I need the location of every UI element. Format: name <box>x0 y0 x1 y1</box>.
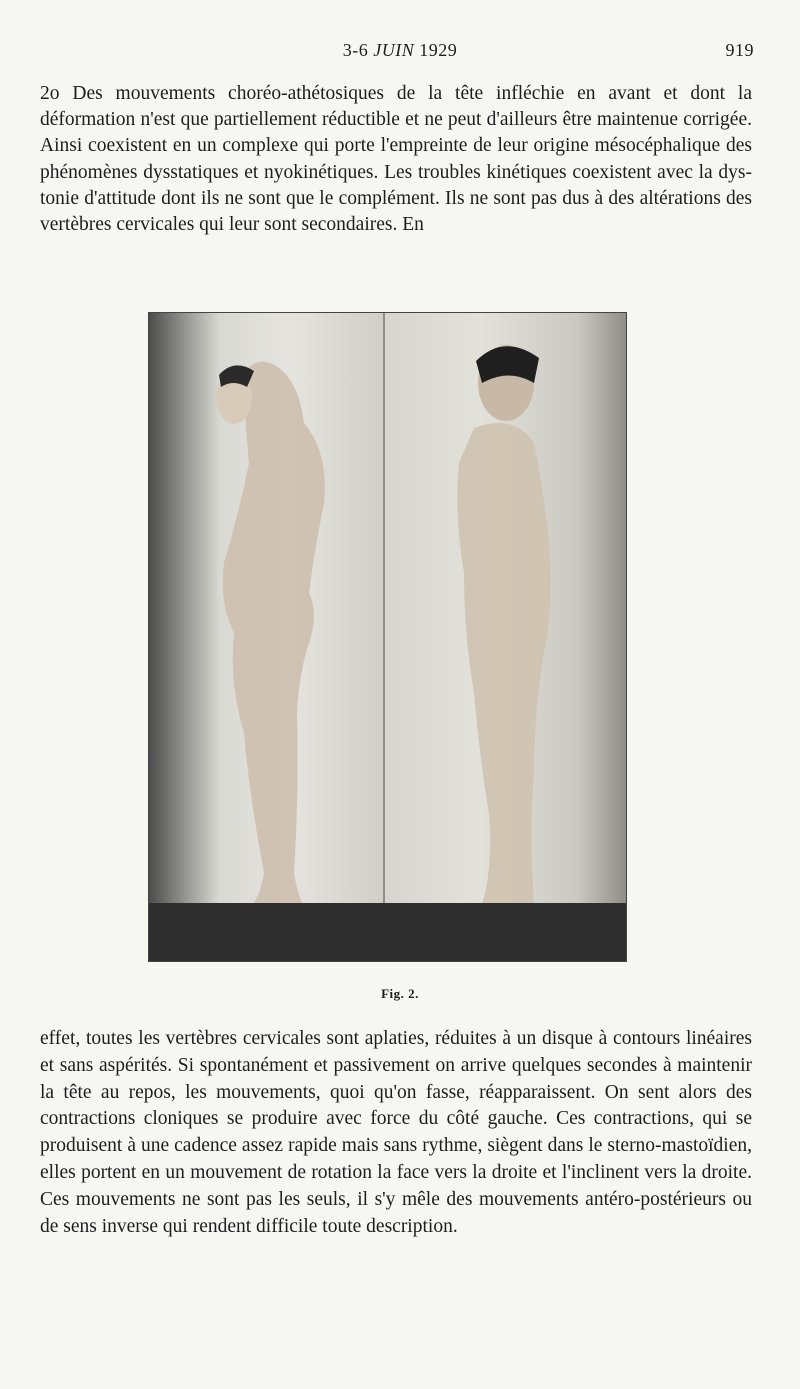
paragraph-top: 2o Des mouvements choréo-athétosiques de la tête infléchie en avant et dont la déformation n'est que partiellement réductible et ne peut d'ailleurs être maintenue corrigée. Ainsi coexistent en un complexe qui porte l'empreinte de leur origine mésocéphalique des phénomènes dysstatiques et nyokinétiques. Les troubles kinétiques coexistent avec la dystonie d'attitude dont ils ne sont que le complément. Ils ne sont pas dus à des altérations des vertèbres cervicales qui leur sont secondaires. En <box>40 83 752 236</box>
figure-panel-right <box>384 313 626 961</box>
figure-caption: Fig. 2. <box>381 986 419 1001</box>
paragraph-bottom: effet, toutes les vertèbres cervicales sont aplaties, réduites à un disque à contours linéaires et sans aspérités. Si spontanément et passivement on arrive quelques secondes à maintenir la tête au repos, les mouvements, quoi qu'on fasse, réapparaissent. On sent alors des contractions cloniques se produire avec force du côté gauche. Ces contractions, qui se produisent à une cadence assez rapide mais sans rythme, siègent dans le sterno-mastoïdien, elles portent en un mouvement de rotation la face vers la droite et l'inclinent vers la droite. Ces mouvements ne sont pas les seuls, il s'y mêle des mouvements antéro-postérieurs ou de sens inverse qui rendent difficile toute description. <box>40 1028 752 1237</box>
figure-floor <box>149 903 626 961</box>
running-title: 3-6 JUIN 1929 <box>342 40 458 60</box>
figure-silhouette-right <box>384 313 626 961</box>
page-number: 919 <box>725 40 754 60</box>
running-header <box>0 40 800 66</box>
figure-divider <box>383 313 385 961</box>
figure-silhouette-left <box>149 313 384 961</box>
figure-panel-left <box>149 313 384 961</box>
figure-photograph <box>148 312 627 962</box>
